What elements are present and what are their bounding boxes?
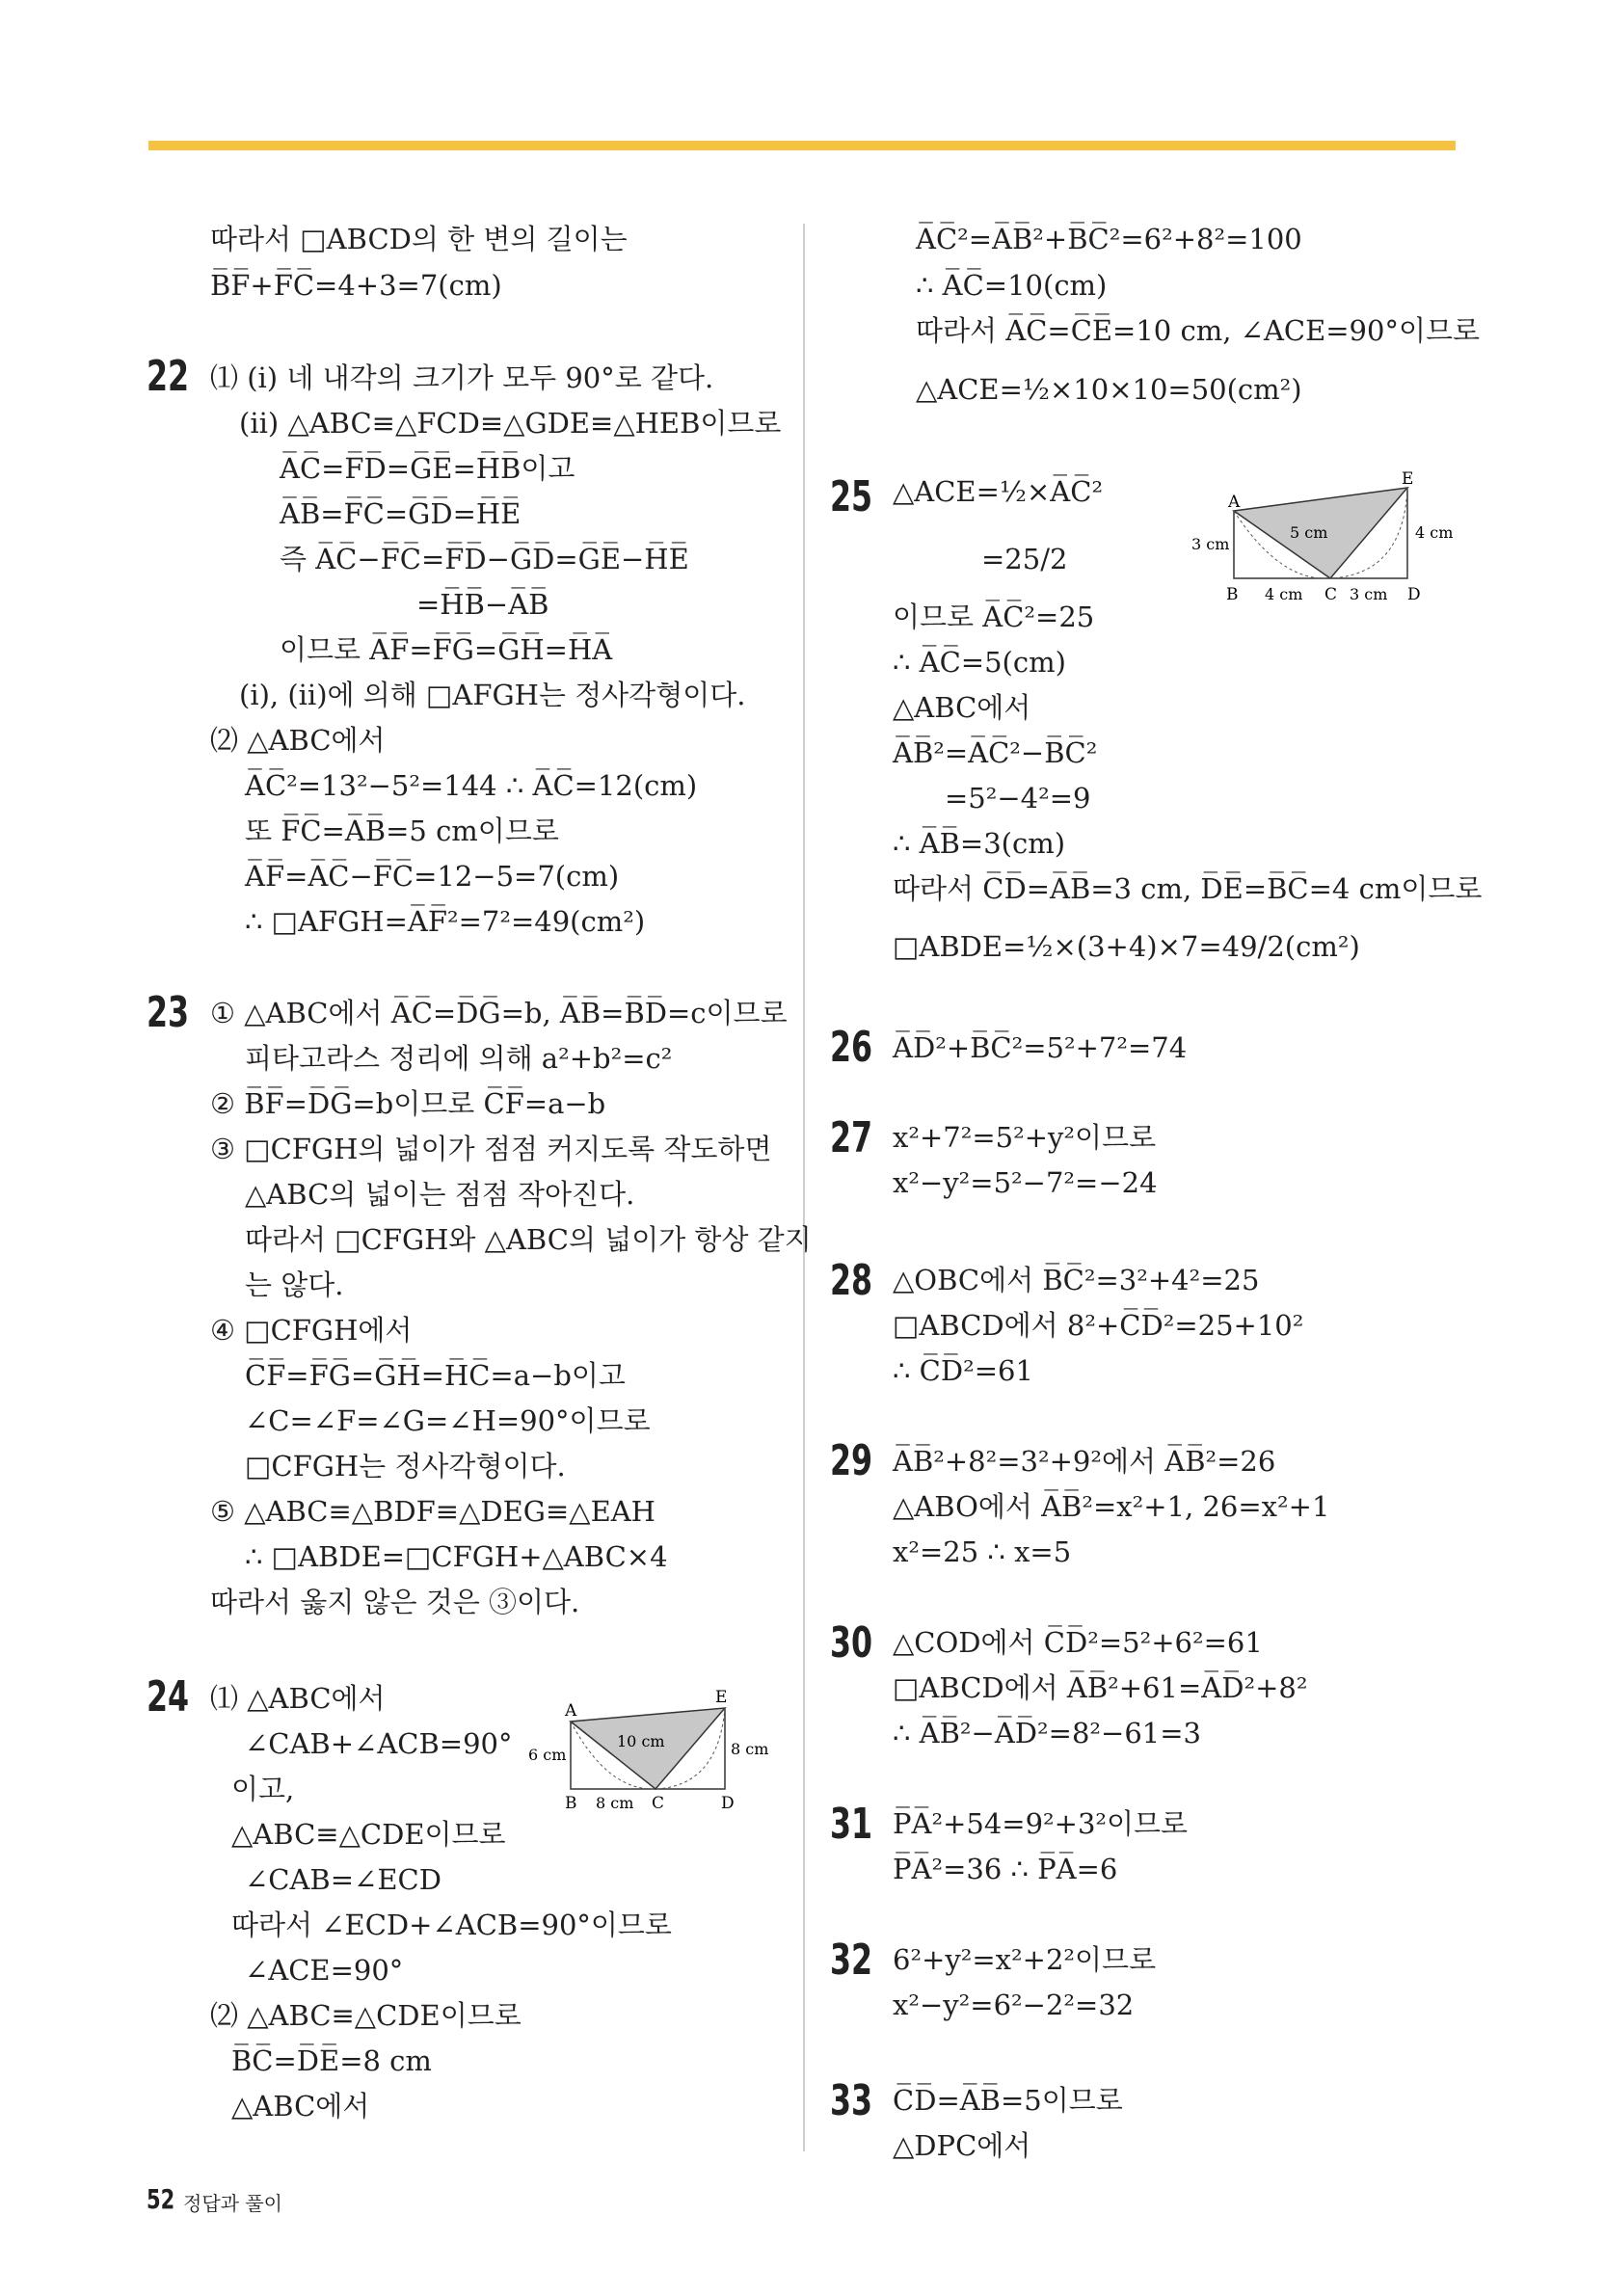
fig25-label-cd: 3 cm <box>1350 585 1388 603</box>
footer-text: 정답과 풀이 <box>183 2192 282 2215</box>
problem-number: 22 <box>147 352 190 401</box>
solution-line: =25/2 <box>981 543 1068 575</box>
fig24-label-B: B <box>565 1794 577 1810</box>
solution-line: ∴ A̅B̅=3(cm) <box>893 827 1066 860</box>
problem-number: 24 <box>147 1672 190 1722</box>
solution-line: ∴ A̅C̅=5(cm) <box>893 646 1066 679</box>
fig24-label-bc: 8 cm <box>596 1794 634 1810</box>
page-number: 52 <box>147 2183 175 2215</box>
solution-line: C̅D̅=A̅B̅=5이므로 <box>893 2084 1123 2117</box>
solution-line: x²=25 ∴ x=5 <box>893 1535 1072 1568</box>
figure-24 <box>521 1685 781 1810</box>
fig24-label-ac: 10 cm <box>617 1732 665 1750</box>
solution-line: △ACE=½×A̅C̅² <box>893 475 1104 508</box>
solution-line: □ABCD에서 A̅B̅²+61=A̅D̅²+8² <box>893 1671 1308 1704</box>
solution-line: A̅C̅²=13²−5²=144 ∴ A̅C̅=12(cm) <box>245 769 698 802</box>
problem-number: 32 <box>830 1936 873 1985</box>
fig25-label-ac: 5 cm <box>1290 523 1328 542</box>
solution-line: 또 F̅C̅=A̅B̅=5 cm이므로 <box>245 814 559 847</box>
column-divider <box>803 224 805 2151</box>
solution-line: ⑵ △ABC≡△CDE이므로 <box>210 1999 522 2032</box>
fig25-label-de: 4 cm <box>1415 523 1454 542</box>
solution-line: (ⅰ), (ⅱ)에 의해 □AFGH는 정사각형이다. <box>239 679 746 711</box>
solution-line: ∴ □ABDE=□CFGH+△ABC×4 <box>245 1540 668 1573</box>
fig25-label-bc: 4 cm <box>1265 585 1303 603</box>
solution-line: △ACE=½×10×10=50(cm²) <box>916 373 1302 406</box>
solution-line: A̅B̅=F̅C̅=G̅D̅=H̅E̅ <box>280 497 522 530</box>
solution-line: ∴ A̅B̅²−A̅D̅²=8²−61=3 <box>893 1717 1201 1749</box>
solution-line: =H̅B̅−A̅B̅ <box>416 588 549 621</box>
fig25-label-A: A <box>1228 493 1241 512</box>
problem-number: 27 <box>830 1113 873 1162</box>
fig24-label-ab: 6 cm <box>528 1746 567 1764</box>
solution-line: P̅A̅²=36 ∴ P̅A̅=6 <box>893 1853 1118 1885</box>
problem-number: 28 <box>830 1256 873 1305</box>
solution-line: □ABDE=½×(3+4)×7=49/2(cm²) <box>893 930 1360 963</box>
solution-line: x²−y²=5²−7²=−24 <box>893 1166 1158 1199</box>
solution-line: 따라서 A̅C̅=C̅E̅=10 cm, ∠ACE=90°이므로 <box>916 314 1480 347</box>
solution-line: 이고, <box>231 1773 295 1805</box>
solution-line: ∠C=∠F=∠G=∠H=90°이므로 <box>245 1404 651 1437</box>
solution-line: 따라서 C̅D̅=A̅B̅=3 cm, D̅E̅=B̅C̅=4 cm이므로 <box>893 872 1483 905</box>
problem-number: 26 <box>830 1023 873 1072</box>
problem-number: 23 <box>147 988 190 1037</box>
solution-line: 따라서 ∠ECD+∠ACB=90°이므로 <box>231 1909 672 1941</box>
problem-number: 31 <box>830 1800 873 1849</box>
fig25-label-C: C <box>1324 585 1338 604</box>
solution-line: ④ □CFGH에서 <box>210 1314 413 1347</box>
solution-line: ⑤ △ABC≡△BDF≡△DEG≡△EAH <box>210 1495 655 1528</box>
solution-line: △DPC에서 <box>893 2129 1031 2162</box>
solution-line: △ABC에서 <box>231 2090 370 2122</box>
solution-line: 따라서 □ABCD의 한 변의 길이는 <box>210 223 628 255</box>
fig25-label-D: D <box>1407 585 1421 604</box>
solution-line: ⑴ (ⅰ) 네 내각의 크기가 모두 90°로 같다. <box>210 361 714 394</box>
solution-line: ∴ □AFGH=A̅F̅²=7²=49(cm²) <box>245 905 646 938</box>
solution-line: C̅F̅=F̅G̅=G̅H̅=H̅C̅=a−b이고 <box>245 1359 626 1392</box>
fig24-label-D: D <box>721 1794 735 1810</box>
solution-line: A̅C̅²=A̅B̅²+B̅C̅²=6²+8²=100 <box>916 223 1302 255</box>
solution-line: □ABCD에서 8²+C̅D̅²=25+10² <box>893 1309 1304 1342</box>
solution-line: ⑴ △ABC에서 <box>210 1682 386 1715</box>
solution-line: 이므로 A̅C̅²=25 <box>893 601 1095 633</box>
solution-line: A̅B̅²+8²=3²+9²에서 A̅B̅²=26 <box>893 1445 1276 1478</box>
fig25-label-B: B <box>1226 585 1239 604</box>
solution-line: □CFGH는 정사각형이다. <box>245 1450 566 1482</box>
solution-line: 6²+y²=x²+2²이므로 <box>893 1943 1157 1976</box>
fig24-label-A: A <box>565 1701 577 1721</box>
fig25-label-ab: 3 cm <box>1191 535 1230 553</box>
solution-line: ∠ACE=90° <box>245 1954 404 1987</box>
solution-line: ① △ABC에서 A̅C̅=D̅G̅=b, A̅B̅=B̅D̅=c이므로 <box>210 997 788 1029</box>
fig24-label-C: C <box>652 1794 665 1810</box>
solution-line: ∴ C̅D̅²=61 <box>893 1354 1033 1387</box>
problem-number: 33 <box>830 2076 873 2125</box>
top-accent-bar <box>148 141 1456 150</box>
solution-line: 즉 A̅C̅−F̅C̅=F̅D̅−G̅D̅=G̅E̅−H̅E̅ <box>280 543 689 575</box>
solution-line: 는 않다. <box>245 1268 344 1301</box>
fig24-label-E: E <box>715 1688 728 1707</box>
solution-line: x²−y²=6²−2²=32 <box>893 1989 1135 2021</box>
solution-line: A̅F̅=A̅C̅−F̅C̅=12−5=7(cm) <box>245 860 620 893</box>
solution-line: ⑵ △ABC에서 <box>210 724 386 757</box>
solution-line: △ABC≡△CDE이므로 <box>231 1818 506 1851</box>
solution-line: 따라서 □CFGH와 △ABC의 넓이가 항상 같지 <box>245 1223 812 1256</box>
solution-line: △COD에서 C̅D̅²=5²+6²=61 <box>893 1626 1263 1659</box>
solution-line: A̅C̅=F̅D̅=G̅E̅=H̅B̅이고 <box>280 452 575 485</box>
solution-line: ② B̅F̅=D̅G̅=b이므로 C̅F̅=a−b <box>210 1087 606 1120</box>
problem-number: 25 <box>830 472 873 521</box>
solution-line: B̅F̅+F̅C̅=4+3=7(cm) <box>210 269 502 302</box>
solution-line: x²+7²=5²+y²이므로 <box>893 1121 1157 1154</box>
solution-line: △ABC에서 <box>893 691 1031 724</box>
solution-line: ∠CAB+∠ACB=90° <box>245 1727 513 1760</box>
solution-line: (ⅱ) △ABC≡△FCD≡△GDE≡△HEB이므로 <box>239 407 782 440</box>
fig24-label-de: 8 cm <box>731 1740 769 1758</box>
solution-line: ∠CAB=∠ECD <box>245 1863 441 1896</box>
solution-line: 피타고라스 정리에 의해 a²+b²=c² <box>245 1042 673 1075</box>
solution-line: △ABC의 넓이는 점점 작아진다. <box>245 1178 635 1211</box>
fig25-label-E: E <box>1402 469 1414 489</box>
solution-line: ③ □CFGH의 넓이가 점점 커지도록 작도하면 <box>210 1133 772 1165</box>
figure-25 <box>1184 468 1463 613</box>
solution-line: △ABO에서 A̅B̅²=x²+1, 26=x²+1 <box>893 1490 1330 1523</box>
solution-line: P̅A̅²+54=9²+3²이므로 <box>893 1807 1189 1840</box>
solution-line: 따라서 옳지 않은 것은 ③이다. <box>210 1586 580 1618</box>
problem-number: 30 <box>830 1618 873 1668</box>
problem-number: 29 <box>830 1436 873 1485</box>
solution-line: A̅B̅²=A̅C̅²−B̅C̅² <box>893 736 1098 769</box>
solution-line: 이므로 A̅F̅=F̅G̅=G̅H̅=H̅A̅ <box>280 633 613 666</box>
solution-line: △OBC에서 B̅C̅²=3²+4²=25 <box>893 1264 1260 1296</box>
solution-line: =5²−4²=9 <box>945 782 1091 814</box>
solution-line: A̅D̅²+B̅C̅²=5²+7²=74 <box>893 1031 1188 1064</box>
solution-line: ∴ A̅C̅=10(cm) <box>916 269 1108 302</box>
solution-line: B̅C̅=D̅E̅=8 cm <box>231 2044 432 2077</box>
